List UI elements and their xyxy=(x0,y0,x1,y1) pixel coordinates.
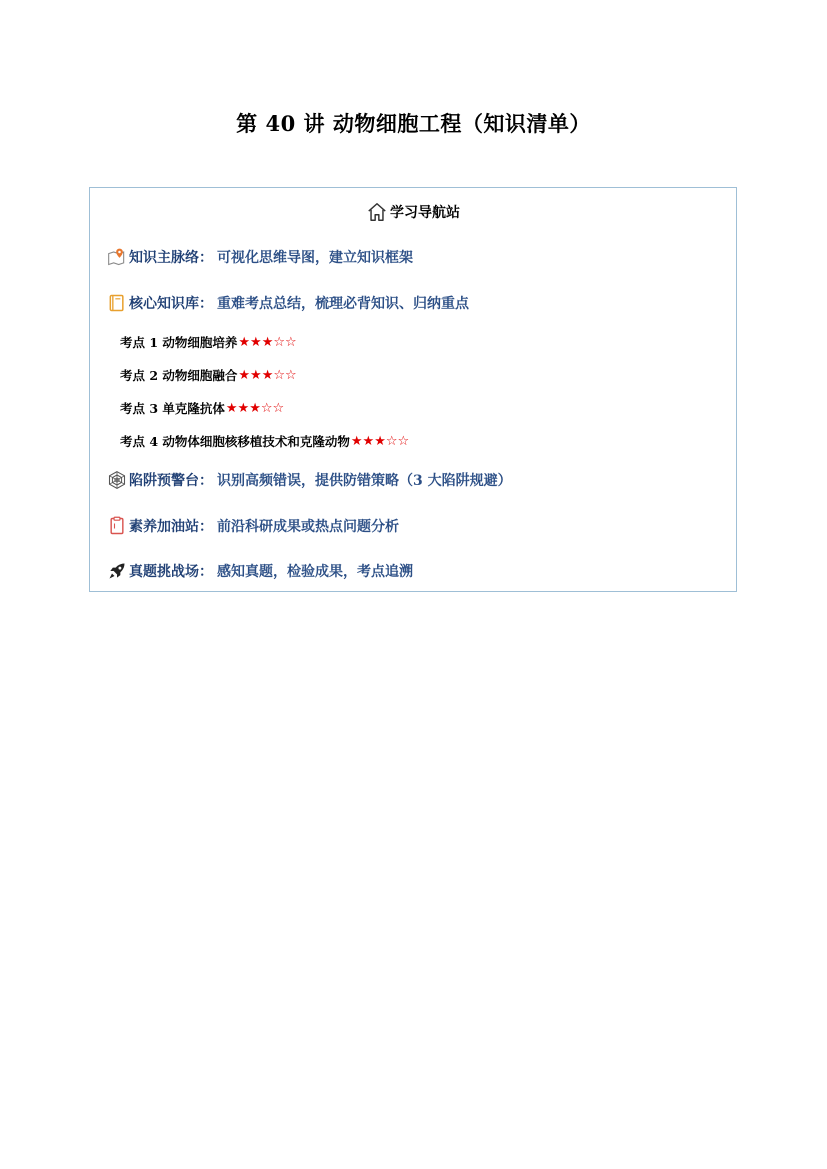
key-point-item[interactable] xyxy=(120,399,284,417)
section-label: 素养加油站 xyxy=(129,519,199,535)
key-point-item[interactable] xyxy=(120,432,409,450)
section-label: 核心知识库 xyxy=(129,296,199,312)
key-point-text: 考点 2 动物细胞融合 xyxy=(120,368,238,383)
star-rating: ★★★☆☆ xyxy=(238,367,297,383)
warning-web-icon xyxy=(106,469,128,491)
section-description: 感知真题，检验成果，考点追溯 xyxy=(217,564,413,580)
key-point-text: 考点 3 单克隆抗体 xyxy=(120,401,225,416)
learning-navigation-box xyxy=(89,187,737,592)
section-colon: ： xyxy=(199,473,213,489)
clipboard-icon xyxy=(106,515,128,537)
nav-header-label: 学习导航站 xyxy=(390,205,460,221)
rocket-icon xyxy=(106,560,128,582)
section-label: 知识主脉络 xyxy=(129,250,199,266)
section-exam-challenge[interactable] xyxy=(106,560,413,582)
section-description: 重难考点总结，梳理必背知识、归纳重点 xyxy=(217,296,469,312)
section-description: 前沿科研成果或热点问题分析 xyxy=(217,519,399,535)
section-label: 真题挑战场 xyxy=(129,564,199,580)
star-rating: ★★★☆☆ xyxy=(350,433,410,449)
nav-header xyxy=(90,201,736,223)
map-pin-icon xyxy=(106,246,128,268)
section-description: 识别高频错误，提供防错策略（3 大陷阱规避） xyxy=(217,473,512,489)
section-colon: ： xyxy=(199,250,213,266)
section-colon: ： xyxy=(199,564,213,580)
star-rating: ★★★☆☆ xyxy=(225,400,285,416)
home-icon xyxy=(366,201,388,223)
book-icon xyxy=(106,292,128,314)
key-point-item[interactable] xyxy=(120,333,297,351)
section-trap-warning[interactable] xyxy=(106,469,512,491)
section-core-knowledge[interactable] xyxy=(106,292,469,314)
section-label: 陷阱预警台 xyxy=(129,473,199,489)
key-point-item[interactable] xyxy=(120,366,297,384)
key-point-text: 考点 4 动物体细胞核移植技术和克隆动物 xyxy=(120,434,350,449)
star-rating: ★★★☆☆ xyxy=(238,334,297,350)
section-colon: ： xyxy=(199,519,213,535)
section-knowledge-map[interactable] xyxy=(106,246,413,268)
section-colon: ： xyxy=(199,296,213,312)
section-description: 可视化思维导图，建立知识框架 xyxy=(217,250,413,266)
page-title: 第 40 讲 动物细胞工程（知识清单） xyxy=(236,111,591,136)
key-point-text: 考点 1 动物细胞培养 xyxy=(120,335,238,350)
section-literacy-station[interactable] xyxy=(106,515,399,537)
